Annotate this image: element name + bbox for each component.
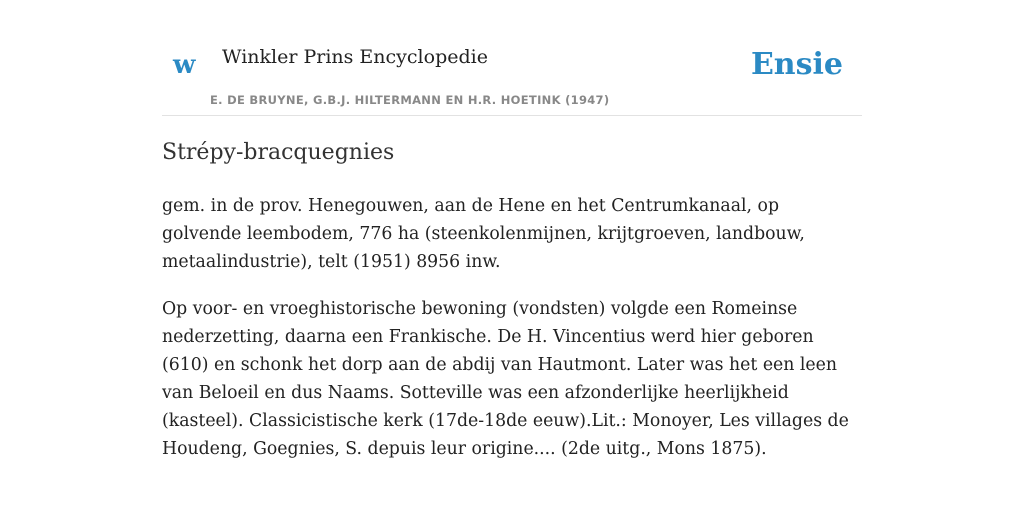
encyclopedia-authors: E. DE BRUYNE, G.B.J. HILTERMANN EN H.R. HOETINK (1947) xyxy=(210,93,610,107)
page-container xyxy=(162,0,862,459)
encyclopedia-header xyxy=(162,0,862,116)
article-body xyxy=(162,192,862,482)
article-paragraph-1: gem. in de prov. Henegouwen, aan de Hene en het Centrumkanaal, op golvende leembodem, 776 ha (steenkolenmijnen, krijtgroeven, landbouw, metaalindustrie), telt (1951) 8956 inw. xyxy=(162,196,805,272)
winkler-prins-logo[interactable]: w xyxy=(173,50,196,80)
article-paragraph-2: Op voor- en vroeghistorische bewoning (vondsten) volgde een Romeinse nederzetting, daarna een Frankische. De H. Vincentius werd hier geboren (610) en schonk het dorp aan de abdij van Hautmont. Later was het een leen van Beloeil en dus Naams. Sotteville was een afzonderlijke heerlijkheid (kasteel). Classicistische kerk (17de-18de eeuw).Lit.: Monoyer, Les villages de Houdeng, Goegnies, S. depuis leur origine.... (2de uitg., Mons 1875). xyxy=(162,299,849,459)
article-title: Strépy-bracquegnies xyxy=(162,140,395,165)
ensie-brand-logo[interactable]: Ensie xyxy=(750,47,843,82)
encyclopedia-title[interactable]: Winkler Prins Encyclopedie xyxy=(222,46,488,68)
